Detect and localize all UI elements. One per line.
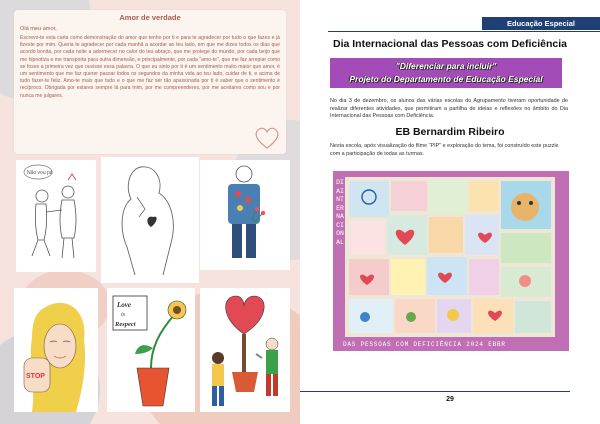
is-text: is [121, 312, 126, 318]
intro-paragraph: No dia 3 de dezembro, os alunos das várias escolas do Agrupamento tiveram oportunidade de realizar diferentes atividades, que permitiram a partilha de ideias e reflexões no âmbito do Dia Internacional das Pessoas com Deficiência. [330, 98, 568, 120]
puzzle-bottom-text: DAS PESSOAS COM DEFICIÊNCIA 2024 EBBR [343, 341, 506, 348]
letter-body: Escrevo-te esta carta como demonstração do amor que tenho por ti e para te agradecer por tudo o que fazes e já fizeste por mim. Queria te agradecer por cada manhã a acordar ao teu lado, em que me dizes todos os dias que acordo bonita, por cada noite a adormecer no calor do teu abraço, que me protege do mundo, por cada beijo que me hipnotiza e me transporta para outra dimensão, e principalmente, por cada "amo-te", que me faz arrepiar como se fosse a primeira vez que ouvisse essa palavra. O que eu sinto por ti é um sentimento muito maior que amor, é um sentimento que me faz querer passar todos os segundos da minha vida ao teu lado, cuidar de ti, e acima de tudo fazer-te feliz. Amo-te mais que tudo e o que me faz ser tão apaixonada por ti é saber que o sentimento é recíproco. Obrigada por estares sempre lá para mim, por me compreenderes, por me aceitares como sou e por nunca me julgares. [20, 35, 280, 99]
right-page [300, 0, 600, 424]
school-heading: EB Bernardim Ribeiro [395, 126, 505, 138]
drawing-love-respect [107, 288, 195, 412]
project-banner [330, 58, 562, 88]
drawing-silhouette [101, 157, 199, 283]
drawing-couple [16, 160, 96, 272]
puzzle-collage [345, 177, 555, 337]
top-rule [328, 31, 600, 32]
drawing-stop-woman [14, 288, 98, 412]
stop-sign-text: STOP [26, 373, 45, 380]
banner-slogan: "Diferenciar para incluir" [395, 61, 497, 71]
description-paragraph: Nesta escola, após visualização do filme "PIP" e exploração do tema, foi construído este puzzle com a participação de todas as turmas. [330, 143, 559, 157]
puzzle-photo [333, 171, 569, 351]
heart-doodle-icon [252, 124, 282, 150]
letter-title: Amor de verdade [119, 13, 181, 22]
puzzle-vertical-text: DIAINTERNACIONAL [336, 179, 344, 246]
section-tab: Educação Especial [482, 17, 600, 30]
respect-text: Respect [115, 321, 136, 328]
drawing-heart-tree [200, 288, 290, 412]
speech-bubble-text: Não vou pá [27, 170, 53, 176]
page-number: 29 [446, 396, 454, 403]
love-letter-card [14, 10, 286, 154]
bottom-rule [300, 391, 570, 392]
love-text: Love [117, 301, 131, 309]
page-title: Dia Internacional das Pessoas com Deficiência [332, 38, 567, 50]
letter-greeting: Olá meu amor, [20, 26, 57, 32]
banner-project-name: Projeto do Departamento de Educação Especial [349, 74, 543, 84]
drawing-man-with-flowers [200, 160, 290, 270]
